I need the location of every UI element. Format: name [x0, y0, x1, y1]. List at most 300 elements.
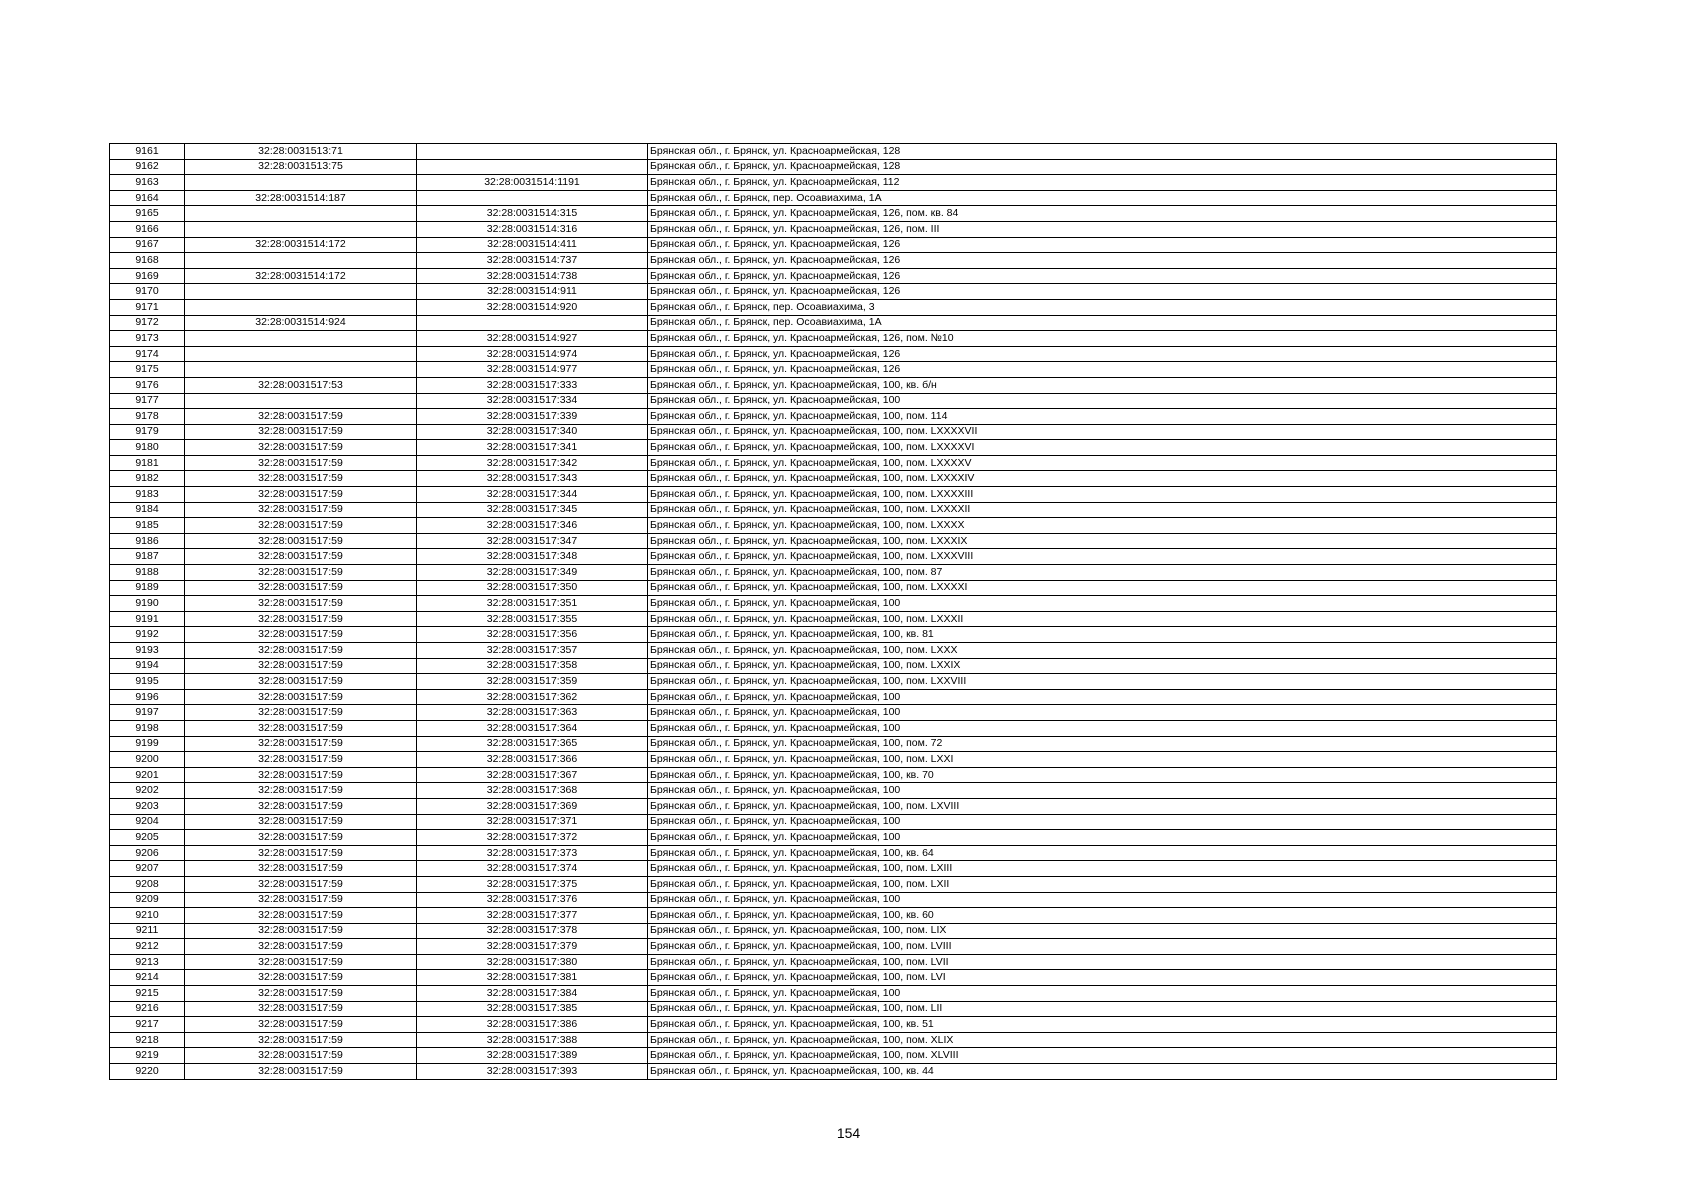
table-row — [110, 144, 1557, 160]
row-number-cell: 9167 — [110, 237, 185, 253]
row-number-cell: 9182 — [110, 471, 185, 487]
address-cell: Брянская обл., г. Брянск, ул. Красноармейская, 100 — [648, 705, 1557, 721]
table-row — [110, 237, 1557, 253]
parent-cadastral-number-cell: 32:28:0031517:59 — [185, 908, 417, 924]
row-number-cell: 9188 — [110, 565, 185, 581]
row-number-cell: 9170 — [110, 284, 185, 300]
table-row — [110, 767, 1557, 783]
parent-cadastral-number-cell: 32:28:0031517:59 — [185, 487, 417, 503]
cadastral-number-cell: 32:28:0031514:920 — [417, 299, 648, 315]
parent-cadastral-number-cell — [185, 206, 417, 222]
parent-cadastral-number-cell: 32:28:0031517:59 — [185, 705, 417, 721]
address-cell: Брянская обл., г. Брянск, ул. Красноармейская, 128 — [648, 144, 1557, 160]
cadastral-number-cell: 32:28:0031517:362 — [417, 689, 648, 705]
cadastral-number-cell: 32:28:0031517:341 — [417, 440, 648, 456]
cadastral-number-cell: 32:28:0031517:367 — [417, 767, 648, 783]
table-row — [110, 346, 1557, 362]
table-row — [110, 939, 1557, 955]
table-row — [110, 1001, 1557, 1017]
table-row — [110, 736, 1557, 752]
address-cell: Брянская обл., г. Брянск, пер. Осоавиахима, 3 — [648, 299, 1557, 315]
parent-cadastral-number-cell — [185, 346, 417, 362]
row-number-cell: 9177 — [110, 393, 185, 409]
row-number-cell: 9191 — [110, 611, 185, 627]
row-number-cell: 9200 — [110, 752, 185, 768]
address-cell: Брянская обл., г. Брянск, ул. Красноармейская, 100, пом. LXXI — [648, 752, 1557, 768]
address-cell: Брянская обл., г. Брянск, ул. Красноармейская, 100, кв. 60 — [648, 908, 1557, 924]
row-number-cell: 9207 — [110, 861, 185, 877]
table-row — [110, 221, 1557, 237]
cadastral-number-cell: 32:28:0031517:346 — [417, 518, 648, 534]
cadastral-number-cell: 32:28:0031517:381 — [417, 970, 648, 986]
table-row — [110, 908, 1557, 924]
parent-cadastral-number-cell: 32:28:0031517:59 — [185, 502, 417, 518]
table-row — [110, 970, 1557, 986]
parent-cadastral-number-cell: 32:28:0031517:59 — [185, 1064, 417, 1080]
address-cell: Брянская обл., г. Брянск, ул. Красноармейская, 100, пом. LXXXXII — [648, 502, 1557, 518]
cadastral-number-cell: 32:28:0031517:389 — [417, 1048, 648, 1064]
parent-cadastral-number-cell — [185, 362, 417, 378]
parent-cadastral-number-cell: 32:28:0031517:59 — [185, 1017, 417, 1033]
row-number-cell: 9202 — [110, 783, 185, 799]
row-number-cell: 9161 — [110, 144, 185, 160]
table-row — [110, 393, 1557, 409]
row-number-cell: 9198 — [110, 720, 185, 736]
cadastral-number-cell: 32:28:0031514:316 — [417, 221, 648, 237]
address-cell: Брянская обл., г. Брянск, ул. Красноармейская, 100, пом. LXXXVIII — [648, 549, 1557, 565]
cadastral-number-cell: 32:28:0031517:385 — [417, 1001, 648, 1017]
row-number-cell: 9189 — [110, 580, 185, 596]
row-number-cell: 9183 — [110, 487, 185, 503]
address-cell: Брянская обл., г. Брянск, ул. Красноармейская, 126, пом. кв. 84 — [648, 206, 1557, 222]
address-cell: Брянская обл., г. Брянск, ул. Красноармейская, 100 — [648, 986, 1557, 1002]
table-row — [110, 674, 1557, 690]
table-row — [110, 892, 1557, 908]
address-cell: Брянская обл., г. Брянск, ул. Красноармейская, 126, пом. III — [648, 221, 1557, 237]
parent-cadastral-number-cell: 32:28:0031517:59 — [185, 440, 417, 456]
table-row — [110, 518, 1557, 534]
parent-cadastral-number-cell: 32:28:0031514:172 — [185, 268, 417, 284]
table-row — [110, 861, 1557, 877]
address-cell: Брянская обл., г. Брянск, ул. Красноармейская, 100, кв. 51 — [648, 1017, 1557, 1033]
row-number-cell: 9216 — [110, 1001, 185, 1017]
cadastral-number-cell: 32:28:0031517:369 — [417, 798, 648, 814]
address-cell: Брянская обл., г. Брянск, ул. Красноармейская, 100 — [648, 814, 1557, 830]
row-number-cell: 9169 — [110, 268, 185, 284]
parent-cadastral-number-cell: 32:28:0031517:59 — [185, 565, 417, 581]
table-row — [110, 658, 1557, 674]
address-cell: Брянская обл., г. Брянск, ул. Красноармейская, 100 — [648, 892, 1557, 908]
table-row — [110, 284, 1557, 300]
table-row — [110, 643, 1557, 659]
parent-cadastral-number-cell — [185, 331, 417, 347]
cadastral-number-cell: 32:28:0031514:738 — [417, 268, 648, 284]
row-number-cell: 9204 — [110, 814, 185, 830]
row-number-cell: 9205 — [110, 830, 185, 846]
table-row — [110, 627, 1557, 643]
address-cell: Брянская обл., г. Брянск, ул. Красноармейская, 100, пом. LXXXXIV — [648, 471, 1557, 487]
row-number-cell: 9210 — [110, 908, 185, 924]
parent-cadastral-number-cell: 32:28:0031514:172 — [185, 237, 417, 253]
parent-cadastral-number-cell: 32:28:0031513:71 — [185, 144, 417, 160]
address-cell: Брянская обл., г. Брянск, ул. Красноармейская, 100, пом. XLVIII — [648, 1048, 1557, 1064]
cadastral-number-cell: 32:28:0031517:366 — [417, 752, 648, 768]
parent-cadastral-number-cell: 32:28:0031517:59 — [185, 643, 417, 659]
table-row — [110, 1048, 1557, 1064]
table-row — [110, 798, 1557, 814]
row-number-cell: 9173 — [110, 331, 185, 347]
row-number-cell: 9192 — [110, 627, 185, 643]
row-number-cell: 9217 — [110, 1017, 185, 1033]
table-row — [110, 876, 1557, 892]
row-number-cell: 9193 — [110, 643, 185, 659]
table-row — [110, 253, 1557, 269]
row-number-cell: 9162 — [110, 159, 185, 175]
parent-cadastral-number-cell: 32:28:0031517:59 — [185, 783, 417, 799]
cadastral-number-cell — [417, 159, 648, 175]
cadastral-number-cell: 32:28:0031517:359 — [417, 674, 648, 690]
registry-table — [109, 143, 1557, 1080]
address-cell: Брянская обл., г. Брянск, ул. Красноармейская, 100, пом. LXXVIII — [648, 674, 1557, 690]
cadastral-number-cell: 32:28:0031517:373 — [417, 845, 648, 861]
row-number-cell: 9166 — [110, 221, 185, 237]
parent-cadastral-number-cell: 32:28:0031517:59 — [185, 845, 417, 861]
table-row — [110, 206, 1557, 222]
parent-cadastral-number-cell: 32:28:0031517:59 — [185, 658, 417, 674]
row-number-cell: 9206 — [110, 845, 185, 861]
row-number-cell: 9195 — [110, 674, 185, 690]
row-number-cell: 9213 — [110, 954, 185, 970]
parent-cadastral-number-cell: 32:28:0031517:59 — [185, 518, 417, 534]
cadastral-number-cell: 32:28:0031517:386 — [417, 1017, 648, 1033]
table-row — [110, 502, 1557, 518]
cadastral-number-cell: 32:28:0031517:363 — [417, 705, 648, 721]
parent-cadastral-number-cell: 32:28:0031517:59 — [185, 455, 417, 471]
table-row — [110, 299, 1557, 315]
address-cell: Брянская обл., г. Брянск, ул. Красноармейская, 100, кв. 70 — [648, 767, 1557, 783]
cadastral-number-cell: 32:28:0031517:371 — [417, 814, 648, 830]
cadastral-number-cell: 32:28:0031517:380 — [417, 954, 648, 970]
row-number-cell: 9179 — [110, 424, 185, 440]
cadastral-number-cell: 32:28:0031517:340 — [417, 424, 648, 440]
table-row — [110, 1032, 1557, 1048]
row-number-cell: 9175 — [110, 362, 185, 378]
row-number-cell: 9203 — [110, 798, 185, 814]
cadastral-number-cell: 32:28:0031517:351 — [417, 596, 648, 612]
parent-cadastral-number-cell — [185, 175, 417, 191]
table-row — [110, 580, 1557, 596]
row-number-cell: 9180 — [110, 440, 185, 456]
table-row — [110, 440, 1557, 456]
parent-cadastral-number-cell: 32:28:0031517:59 — [185, 830, 417, 846]
cadastral-number-cell: 32:28:0031517:378 — [417, 923, 648, 939]
cadastral-number-cell: 32:28:0031514:927 — [417, 331, 648, 347]
parent-cadastral-number-cell — [185, 299, 417, 315]
row-number-cell: 9208 — [110, 876, 185, 892]
table-row — [110, 783, 1557, 799]
table-row — [110, 954, 1557, 970]
table-row — [110, 565, 1557, 581]
cadastral-number-cell: 32:28:0031517:339 — [417, 409, 648, 425]
address-cell: Брянская обл., г. Брянск, ул. Красноармейская, 100, кв. 44 — [648, 1064, 1557, 1080]
address-cell: Брянская обл., г. Брянск, ул. Красноармейская, 100, пом. LXXXXI — [648, 580, 1557, 596]
table-row — [110, 487, 1557, 503]
address-cell: Брянская обл., г. Брянск, ул. Красноармейская, 100, пом. LXXXXIII — [648, 487, 1557, 503]
cadastral-number-cell: 32:28:0031517:350 — [417, 580, 648, 596]
cadastral-number-cell — [417, 315, 648, 331]
parent-cadastral-number-cell: 32:28:0031517:59 — [185, 580, 417, 596]
address-cell: Брянская обл., г. Брянск, ул. Красноармейская, 100, пом. XLIX — [648, 1032, 1557, 1048]
cadastral-number-cell: 32:28:0031517:344 — [417, 487, 648, 503]
address-cell: Брянская обл., г. Брянск, ул. Красноармейская, 128 — [648, 159, 1557, 175]
address-cell: Брянская обл., г. Брянск, ул. Красноармейская, 126 — [648, 268, 1557, 284]
table-row — [110, 533, 1557, 549]
parent-cadastral-number-cell: 32:28:0031517:59 — [185, 861, 417, 877]
address-cell: Брянская обл., г. Брянск, ул. Красноармейская, 100, пом. LXXXXVII — [648, 424, 1557, 440]
row-number-cell: 9163 — [110, 175, 185, 191]
address-cell: Брянская обл., г. Брянск, ул. Красноармейская, 100 — [648, 720, 1557, 736]
address-cell: Брянская обл., г. Брянск, ул. Красноармейская, 126, пом. №10 — [648, 331, 1557, 347]
address-cell: Брянская обл., г. Брянск, ул. Красноармейская, 100, кв. 81 — [648, 627, 1557, 643]
address-cell: Брянская обл., г. Брянск, ул. Красноармейская, 100, пом. LXII — [648, 876, 1557, 892]
table-row — [110, 315, 1557, 331]
row-number-cell: 9164 — [110, 190, 185, 206]
address-cell: Брянская обл., г. Брянск, ул. Красноармейская, 100, пом. LII — [648, 1001, 1557, 1017]
cadastral-number-cell: 32:28:0031517:393 — [417, 1064, 648, 1080]
table-row — [110, 471, 1557, 487]
address-cell: Брянская обл., г. Брянск, ул. Красноармейская, 100, пом. LXVIII — [648, 798, 1557, 814]
address-cell: Брянская обл., г. Брянск, ул. Красноармейская, 100, пом. 114 — [648, 409, 1557, 425]
address-cell: Брянская обл., г. Брянск, ул. Красноармейская, 100, пом. LXXXX — [648, 518, 1557, 534]
row-number-cell: 9219 — [110, 1048, 185, 1064]
address-cell: Брянская обл., г. Брянск, ул. Красноармейская, 100, пом. LXXXII — [648, 611, 1557, 627]
registry-table-body — [110, 144, 1557, 1080]
cadastral-number-cell: 32:28:0031517:374 — [417, 861, 648, 877]
address-cell: Брянская обл., г. Брянск, ул. Красноармейская, 100, пом. LXXXXV — [648, 455, 1557, 471]
address-cell: Брянская обл., г. Брянск, ул. Красноармейская, 100, пом. LXXIX — [648, 658, 1557, 674]
parent-cadastral-number-cell: 32:28:0031517:59 — [185, 1048, 417, 1064]
parent-cadastral-number-cell: 32:28:0031517:59 — [185, 986, 417, 1002]
cadastral-number-cell: 32:28:0031517:357 — [417, 643, 648, 659]
cadastral-number-cell: 32:28:0031517:356 — [417, 627, 648, 643]
parent-cadastral-number-cell: 32:28:0031517:59 — [185, 923, 417, 939]
parent-cadastral-number-cell: 32:28:0031517:53 — [185, 377, 417, 393]
table-row — [110, 175, 1557, 191]
table-row — [110, 814, 1557, 830]
table-row — [110, 845, 1557, 861]
parent-cadastral-number-cell: 32:28:0031517:59 — [185, 798, 417, 814]
address-cell: Брянская обл., г. Брянск, ул. Красноармейская, 100 — [648, 689, 1557, 705]
cadastral-number-cell: 32:28:0031517:349 — [417, 565, 648, 581]
table-row — [110, 409, 1557, 425]
row-number-cell: 9185 — [110, 518, 185, 534]
page-number: 154 — [836, 1125, 861, 1141]
row-number-cell: 9187 — [110, 549, 185, 565]
row-number-cell: 9172 — [110, 315, 185, 331]
cadastral-number-cell: 32:28:0031514:411 — [417, 237, 648, 253]
row-number-cell: 9184 — [110, 502, 185, 518]
address-cell: Брянская обл., г. Брянск, ул. Красноармейская, 100, пом. LVII — [648, 954, 1557, 970]
cadastral-number-cell: 32:28:0031514:737 — [417, 253, 648, 269]
address-cell: Брянская обл., г. Брянск, ул. Красноармейская, 100, пом. LXXXIX — [648, 533, 1557, 549]
address-cell: Брянская обл., г. Брянск, пер. Осоавиахима, 1А — [648, 190, 1557, 206]
parent-cadastral-number-cell: 32:28:0031517:59 — [185, 876, 417, 892]
address-cell: Брянская обл., г. Брянск, ул. Красноармейская, 126 — [648, 237, 1557, 253]
address-cell: Брянская обл., г. Брянск, ул. Красноармейская, 126 — [648, 346, 1557, 362]
row-number-cell: 9165 — [110, 206, 185, 222]
parent-cadastral-number-cell: 32:28:0031517:59 — [185, 674, 417, 690]
address-cell: Брянская обл., г. Брянск, ул. Красноармейская, 100, кв. 64 — [648, 845, 1557, 861]
table-row — [110, 830, 1557, 846]
parent-cadastral-number-cell: 32:28:0031514:187 — [185, 190, 417, 206]
address-cell: Брянская обл., г. Брянск, ул. Красноармейская, 100, пом. LXIII — [648, 861, 1557, 877]
row-number-cell: 9174 — [110, 346, 185, 362]
table-row — [110, 331, 1557, 347]
row-number-cell: 9176 — [110, 377, 185, 393]
address-cell: Брянская обл., г. Брянск, ул. Красноармейская, 100, пом. 72 — [648, 736, 1557, 752]
row-number-cell: 9211 — [110, 923, 185, 939]
parent-cadastral-number-cell — [185, 284, 417, 300]
table-row — [110, 611, 1557, 627]
address-cell: Брянская обл., г. Брянск, ул. Красноармейская, 126 — [648, 284, 1557, 300]
parent-cadastral-number-cell: 32:28:0031517:59 — [185, 596, 417, 612]
cadastral-number-cell: 32:28:0031517:388 — [417, 1032, 648, 1048]
table-row — [110, 720, 1557, 736]
address-cell: Брянская обл., г. Брянск, ул. Красноармейская, 100 — [648, 830, 1557, 846]
address-cell: Брянская обл., г. Брянск, ул. Красноармейская, 100 — [648, 393, 1557, 409]
row-number-cell: 9181 — [110, 455, 185, 471]
parent-cadastral-number-cell: 32:28:0031517:59 — [185, 736, 417, 752]
cadastral-number-cell: 32:28:0031517:364 — [417, 720, 648, 736]
address-cell: Брянская обл., г. Брянск, ул. Красноармейская, 100 — [648, 596, 1557, 612]
parent-cadastral-number-cell: 32:28:0031517:59 — [185, 954, 417, 970]
cadastral-number-cell: 32:28:0031517:334 — [417, 393, 648, 409]
address-cell: Брянская обл., г. Брянск, ул. Красноармейская, 100, пом. LIX — [648, 923, 1557, 939]
table-row — [110, 1064, 1557, 1080]
address-cell: Брянская обл., г. Брянск, ул. Красноармейская, 100 — [648, 783, 1557, 799]
cadastral-number-cell: 32:28:0031514:974 — [417, 346, 648, 362]
parent-cadastral-number-cell: 32:28:0031517:59 — [185, 611, 417, 627]
address-cell: Брянская обл., г. Брянск, ул. Красноармейская, 100, пом. LVIII — [648, 939, 1557, 955]
row-number-cell: 9196 — [110, 689, 185, 705]
cadastral-number-cell: 32:28:0031514:977 — [417, 362, 648, 378]
table-row — [110, 705, 1557, 721]
parent-cadastral-number-cell: 32:28:0031517:59 — [185, 720, 417, 736]
address-cell: Брянская обл., г. Брянск, ул. Красноармейская, 126 — [648, 253, 1557, 269]
parent-cadastral-number-cell: 32:28:0031517:59 — [185, 814, 417, 830]
cadastral-number-cell: 32:28:0031517:379 — [417, 939, 648, 955]
table-row — [110, 689, 1557, 705]
cadastral-number-cell: 32:28:0031517:376 — [417, 892, 648, 908]
parent-cadastral-number-cell: 32:28:0031517:59 — [185, 533, 417, 549]
row-number-cell: 9168 — [110, 253, 185, 269]
address-cell: Брянская обл., г. Брянск, ул. Красноармейская, 126 — [648, 362, 1557, 378]
cadastral-number-cell — [417, 190, 648, 206]
cadastral-number-cell: 32:28:0031517:348 — [417, 549, 648, 565]
row-number-cell: 9190 — [110, 596, 185, 612]
row-number-cell: 9201 — [110, 767, 185, 783]
table-row — [110, 1017, 1557, 1033]
address-cell: Брянская обл., г. Брянск, ул. Красноармейская, 100, пом. 87 — [648, 565, 1557, 581]
table-row — [110, 455, 1557, 471]
parent-cadastral-number-cell: 32:28:0031517:59 — [185, 424, 417, 440]
parent-cadastral-number-cell — [185, 221, 417, 237]
cadastral-number-cell: 32:28:0031517:342 — [417, 455, 648, 471]
cadastral-number-cell: 32:28:0031517:347 — [417, 533, 648, 549]
cadastral-number-cell: 32:28:0031517:345 — [417, 502, 648, 518]
parent-cadastral-number-cell: 32:28:0031517:59 — [185, 752, 417, 768]
row-number-cell: 9186 — [110, 533, 185, 549]
table-row — [110, 159, 1557, 175]
parent-cadastral-number-cell: 32:28:0031517:59 — [185, 1001, 417, 1017]
parent-cadastral-number-cell: 32:28:0031517:59 — [185, 767, 417, 783]
row-number-cell: 9197 — [110, 705, 185, 721]
table-row — [110, 923, 1557, 939]
parent-cadastral-number-cell: 32:28:0031517:59 — [185, 892, 417, 908]
parent-cadastral-number-cell — [185, 253, 417, 269]
cadastral-number-cell: 32:28:0031517:343 — [417, 471, 648, 487]
address-cell: Брянская обл., г. Брянск, ул. Красноармейская, 100, кв. б/н — [648, 377, 1557, 393]
address-cell: Брянская обл., г. Брянск, ул. Красноармейская, 100, пом. LVI — [648, 970, 1557, 986]
table-row — [110, 362, 1557, 378]
row-number-cell: 9215 — [110, 986, 185, 1002]
cadastral-number-cell: 32:28:0031517:372 — [417, 830, 648, 846]
address-cell: Брянская обл., г. Брянск, ул. Красноармейская, 112 — [648, 175, 1557, 191]
table-row — [110, 377, 1557, 393]
cadastral-number-cell: 32:28:0031517:358 — [417, 658, 648, 674]
parent-cadastral-number-cell: 32:28:0031514:924 — [185, 315, 417, 331]
row-number-cell: 9214 — [110, 970, 185, 986]
address-cell: Брянская обл., г. Брянск, ул. Красноармейская, 100, пом. LXXX — [648, 643, 1557, 659]
row-number-cell: 9218 — [110, 1032, 185, 1048]
cadastral-number-cell: 32:28:0031517:333 — [417, 377, 648, 393]
table-row — [110, 986, 1557, 1002]
parent-cadastral-number-cell: 32:28:0031517:59 — [185, 970, 417, 986]
row-number-cell: 9209 — [110, 892, 185, 908]
parent-cadastral-number-cell: 32:28:0031517:59 — [185, 627, 417, 643]
parent-cadastral-number-cell: 32:28:0031517:59 — [185, 689, 417, 705]
cadastral-number-cell: 32:28:0031517:375 — [417, 876, 648, 892]
parent-cadastral-number-cell: 32:28:0031517:59 — [185, 1032, 417, 1048]
table-row — [110, 752, 1557, 768]
row-number-cell: 9220 — [110, 1064, 185, 1080]
parent-cadastral-number-cell: 32:28:0031517:59 — [185, 549, 417, 565]
table-row — [110, 268, 1557, 284]
table-row — [110, 549, 1557, 565]
cadastral-number-cell: 32:28:0031517:355 — [417, 611, 648, 627]
address-cell: Брянская обл., г. Брянск, пер. Осоавиахима, 1А — [648, 315, 1557, 331]
address-cell: Брянская обл., г. Брянск, ул. Красноармейская, 100, пом. LXXXXVI — [648, 440, 1557, 456]
parent-cadastral-number-cell: 32:28:0031517:59 — [185, 939, 417, 955]
cadastral-number-cell: 32:28:0031517:384 — [417, 986, 648, 1002]
row-number-cell: 9171 — [110, 299, 185, 315]
parent-cadastral-number-cell: 32:28:0031513:75 — [185, 159, 417, 175]
parent-cadastral-number-cell: 32:28:0031517:59 — [185, 409, 417, 425]
cadastral-number-cell: 32:28:0031517:377 — [417, 908, 648, 924]
table-row — [110, 190, 1557, 206]
cadastral-number-cell: 32:28:0031514:1191 — [417, 175, 648, 191]
cadastral-number-cell: 32:28:0031514:315 — [417, 206, 648, 222]
row-number-cell: 9178 — [110, 409, 185, 425]
parent-cadastral-number-cell — [185, 393, 417, 409]
row-number-cell: 9212 — [110, 939, 185, 955]
row-number-cell: 9194 — [110, 658, 185, 674]
table-row — [110, 596, 1557, 612]
cadastral-number-cell: 32:28:0031517:365 — [417, 736, 648, 752]
table-row — [110, 424, 1557, 440]
cadastral-number-cell: 32:28:0031514:911 — [417, 284, 648, 300]
cadastral-number-cell: 32:28:0031517:368 — [417, 783, 648, 799]
